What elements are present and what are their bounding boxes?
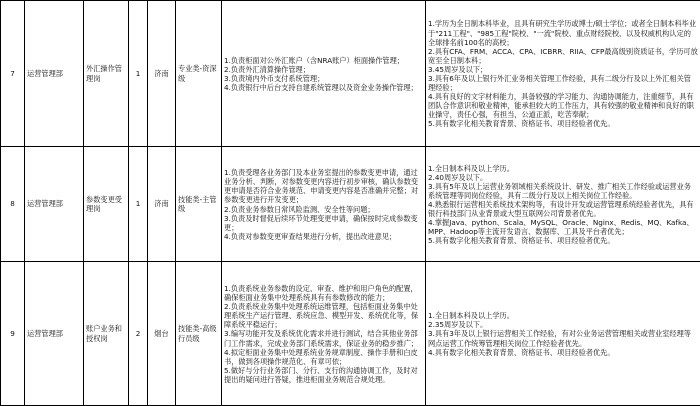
department-cell: 运营管理部 (25, 147, 84, 262)
duty-item: 4.拟定柜面业务集中处理系统业务规章制度、操作手册和白皮书，做到各项操作规范化、有章可依； (224, 348, 423, 366)
requirement-item: 3.45周岁及以下； (428, 65, 698, 74)
position-name-cell: 账户业务和授权岗 (84, 262, 129, 406)
duty-item: 1.负责柜面对公外汇账户（含NRA账户）柜面操作管理； (224, 56, 423, 65)
table-row (1, 1, 700, 147)
requirement-item: 3.具有3年及以上银行运营相关工作经验，有对公业务运营管理相关或营业室经理等网点运营工作统筹管理相关岗位工作经验者优先。 (428, 329, 698, 347)
requirements-cell (426, 1, 700, 147)
duty-item: 2.负责业务参数日常风险监测、安全性等问题； (224, 205, 423, 214)
position-name-cell: 外汇操作管理岗 (84, 1, 129, 147)
requirement-item: 1.全日制本科及以上学历。 (428, 311, 698, 320)
row-number: 9 (1, 262, 25, 406)
requirement-item: 2.具有CFA、FRM、ACCA、CPA、ICBRR、RIIA、CFP最高级别资质证书，学历可放宽至全日制本科； (428, 47, 698, 65)
requirement-item: 4.熟悉银行运营相关系统技术架构等，有设计开发或运营管理系统经验者优先，具有银行科技部门从业背景或大型互联网公司背景者优先。 (428, 200, 698, 218)
duty-item: 3.负责境内外币支付系统管理； (224, 74, 423, 83)
requirement-item: 2.35周岁及以下。 (428, 320, 698, 329)
table-row (1, 147, 700, 262)
requirement-item: 1.全日制本科及以上学历。 (428, 164, 698, 173)
requirement-item: 2.40周岁及以下。 (428, 173, 698, 182)
duty-item: 2.负责外汇清算操作管理； (224, 65, 423, 74)
duties-cell (222, 1, 426, 147)
table-row (1, 262, 700, 406)
location-cell: 济南 (148, 147, 176, 262)
row-number: 7 (1, 1, 25, 147)
position-name-cell: 参数变更受理岗 (84, 147, 129, 262)
row-number: 8 (1, 147, 25, 262)
level-cell: 技能类-高级行员级 (176, 262, 222, 406)
requirement-item: 3.具有5年及以上运营业务领域相关系统设计、研发、推广相关工作经验或运营业务系统管理等同岗位经验，具有二级分行及以上相关岗位工作经验。 (428, 182, 698, 200)
requirement-item: 5.具有数字化相关教育背景、资格证书、项目经验者优先。 (428, 119, 698, 128)
requirements-cell (426, 262, 700, 406)
headcount-cell: 2 (129, 262, 148, 406)
duties-cell (222, 262, 426, 406)
requirement-item: 5.具有数字化相关教育背景、资格证书、项目经验者优先。 (428, 236, 698, 245)
duty-item: 5.做好与分行业务部门、分行、支行的沟通协调工作，及时对提出的疑问进行答疑，推进柜面业务规范合规处理。 (224, 366, 423, 384)
duty-item: 3.负责及时督促后续环节处理变更申请，确保按时完成参数变更； (224, 214, 423, 232)
requirement-item: 3.具有6年及以上银行外汇业务相关管理工作经验，具有二级分行及以上外汇相关管理经验； (428, 74, 698, 92)
duty-item: 3.编写功能开发及系统优化需求并进行测试，结合其他业务部门工作需求，完成业务部门系统需求，保证业务的稳步推广； (224, 329, 423, 347)
requirement-item: 4.具有数字化相关教育背景、资格证书、项目经验者优先。 (428, 348, 698, 357)
headcount-cell: 1 (129, 147, 148, 262)
requirement-item: 4.具有良好的文字材料能力，具备较强的学习能力、沟通协调能力，注重细节，具有团队合作意识和敬业精神，能承担较大的工作压力，具有较强的敬业精神和良好的职业操守，责任心强，有担当，公道正派，吃苦奉献； (428, 92, 698, 119)
duty-item: 1.负责受理各业务部门及本业务室提出的参数变更申请，通过业务分析、判断，对参数变更内容进行初步审核，确认参数变更申请是否符合业务规范、申请变更内容是否准确并完整；对参数变更进行开发变更； (224, 168, 423, 204)
location-cell: 烟台 (148, 262, 176, 406)
duty-item: 2.负责系统业务集中处理系统运维管理，包括柜面业务集中处理系统生产运行管理、系统应急、模型开发、系统优化等，保障系统平稳运行； (224, 302, 423, 329)
requirement-item: 1.学历为全日制本科毕业，且具有研究生学历或博士/硕士学位；或者全日制本科毕业于"211工程"、"985工程"院校、"一流"院校、重点财经院校、以及权威机构认定的全球排名前100名的高校； (428, 19, 698, 46)
requirements-cell (426, 147, 700, 262)
location-cell: 济南 (148, 1, 176, 147)
duty-item: 4.负责对参数变更审查结果进行分析，提出改进意见； (224, 232, 423, 241)
department-cell: 运营管理部 (25, 262, 84, 406)
duty-item: 1.负责系统业务参数的设定、审查、维护和用户角色的配置，确保柜面业务集中处理系统具有有参数修改的能力； (224, 284, 423, 302)
department-cell: 运营管理部 (25, 1, 84, 147)
duties-cell (222, 147, 426, 262)
requirement-item: 4.掌握Java、python、Scala、MySQL、Oracle、Nginx、Redis、MQ、Kafka、MPP、Hadoop等主流开发语言、数据库、工具及平台者优先； (428, 218, 698, 236)
level-cell: 专业类-资深级 (176, 1, 222, 147)
headcount-cell: 1 (129, 1, 148, 147)
level-cell: 技能类-主管级 (176, 147, 222, 262)
duty-item: 4.负责银行中后台支持自建系统管理以及资金业务操作管理； (224, 83, 423, 92)
